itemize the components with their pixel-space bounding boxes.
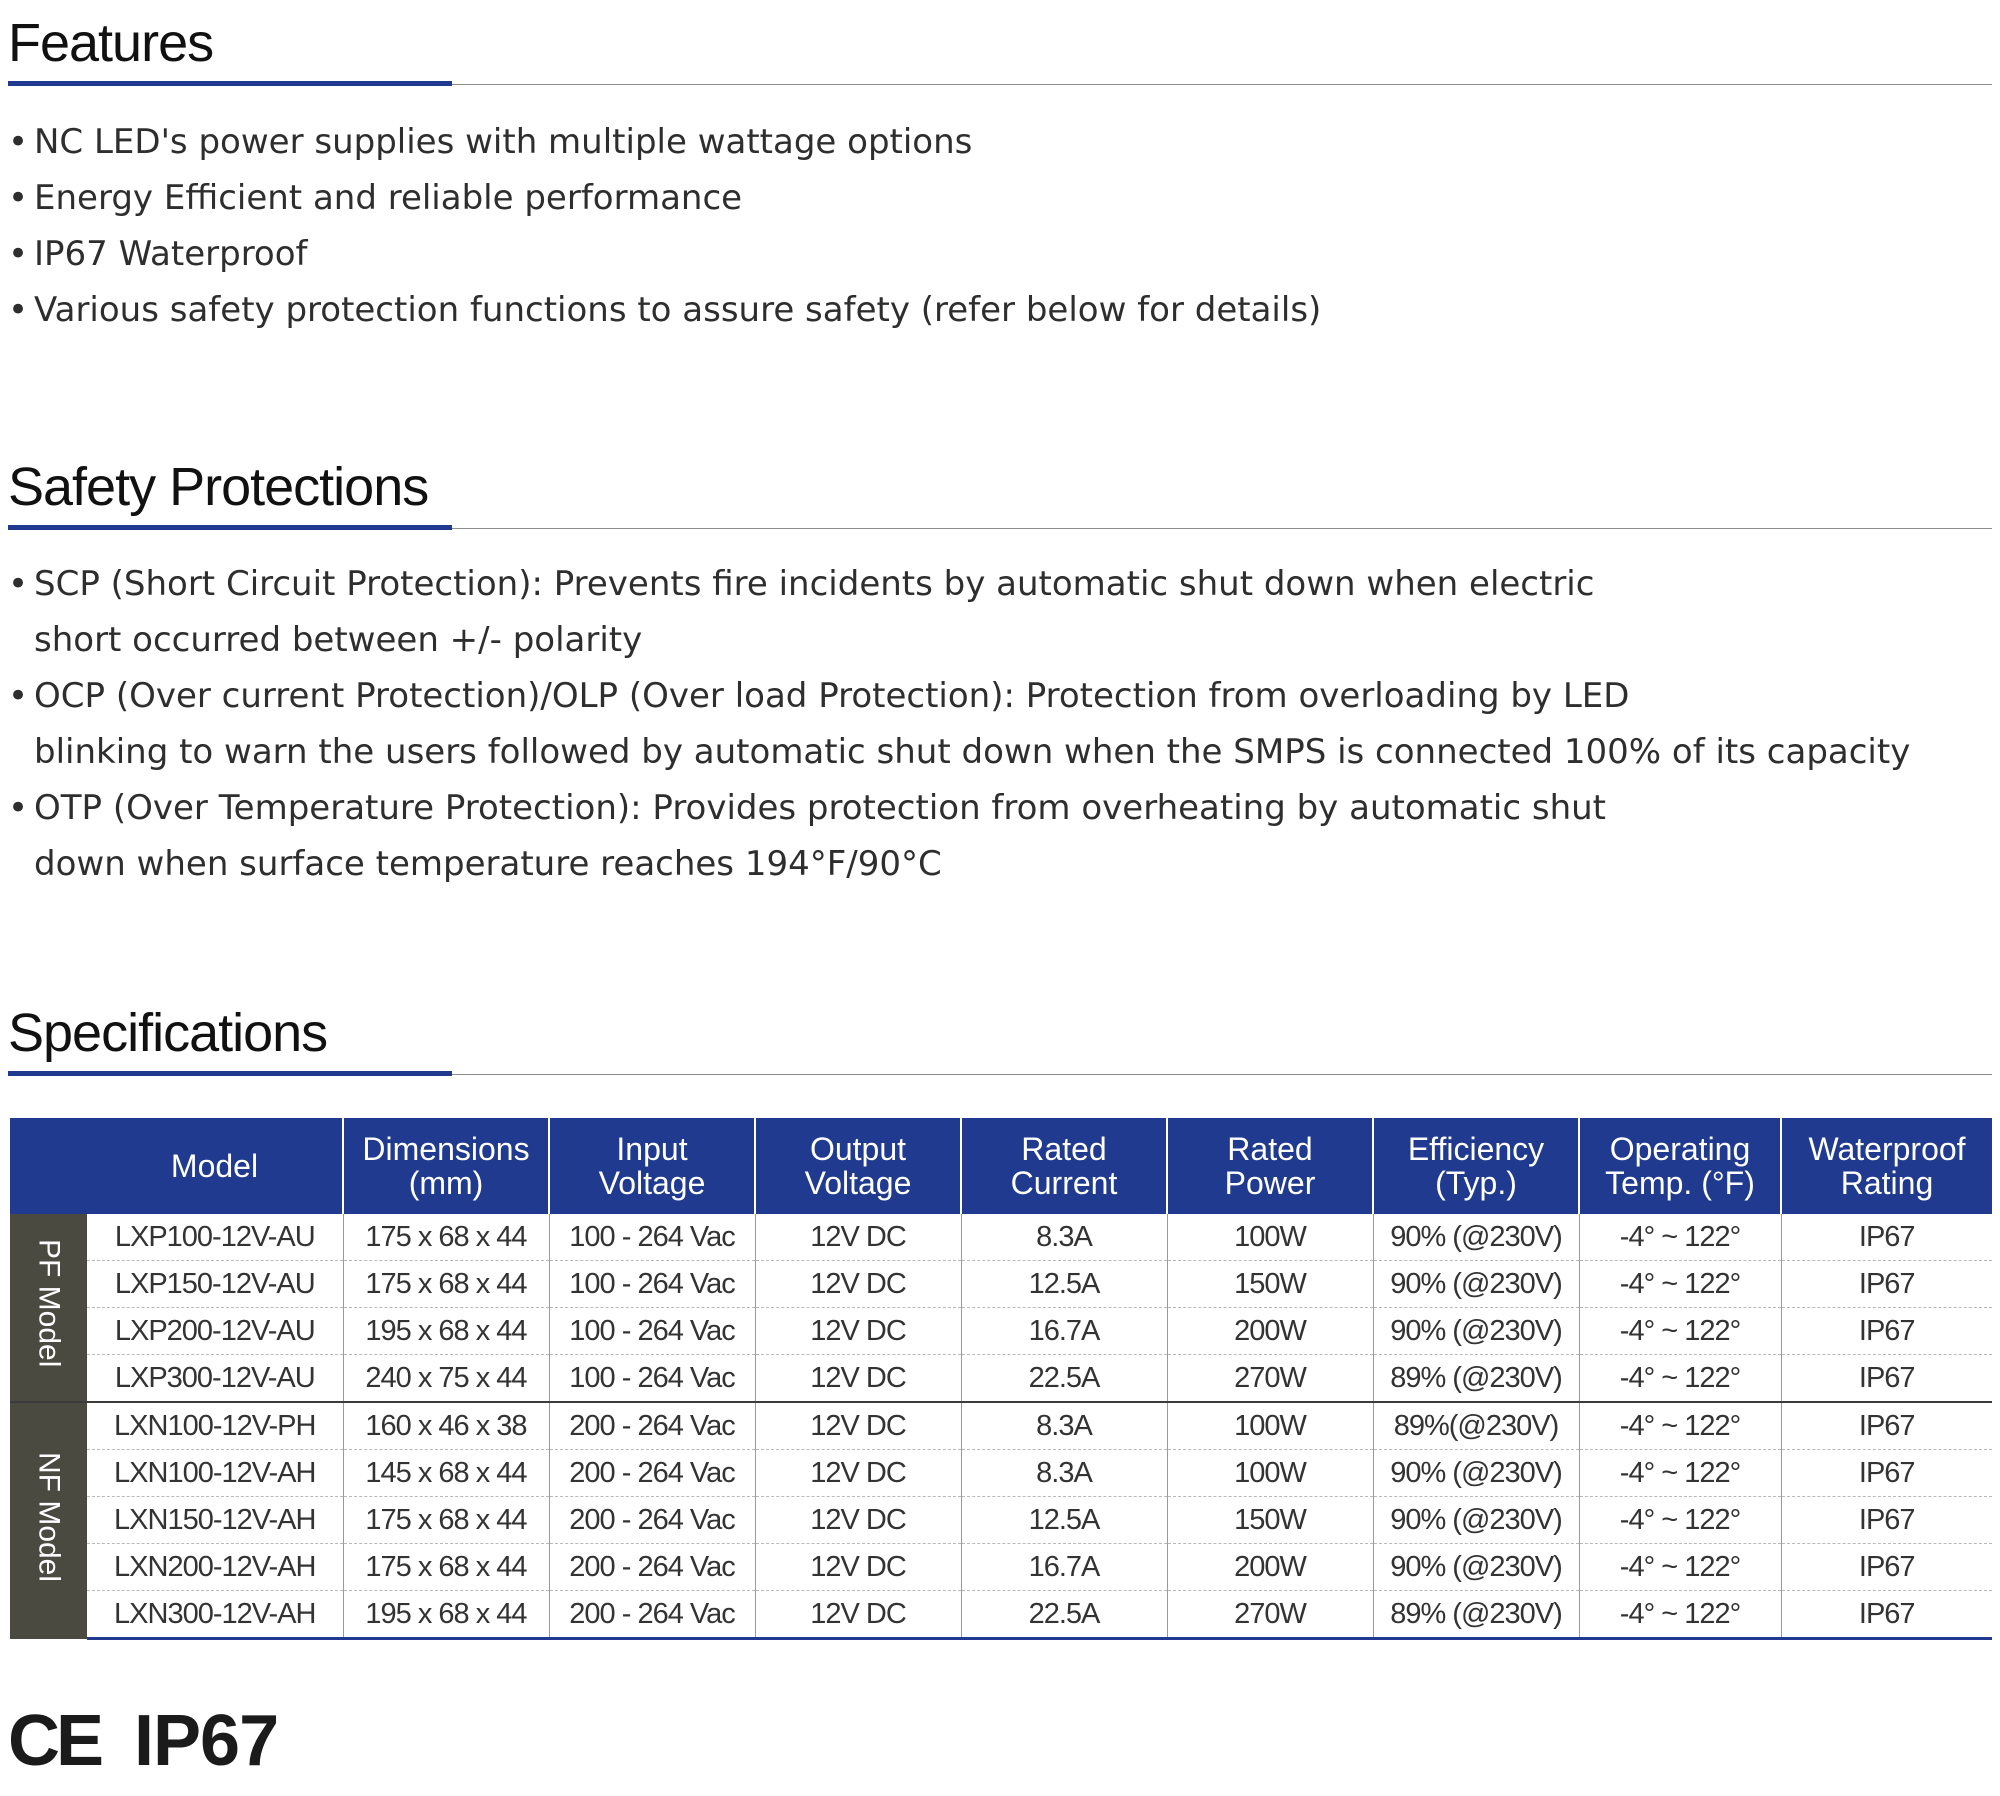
ip67-mark: IP67 [134, 1701, 279, 1781]
safety-section [0, 444, 2000, 884]
bullet-icon: • [8, 178, 29, 218]
bullet-icon: • [8, 234, 29, 274]
ce-mark-icon: CE [8, 1701, 101, 1781]
header-rated-power: Rated Power [1167, 1118, 1373, 1214]
safety-accent-rule [8, 525, 452, 530]
header-rated-current: Rated Current [961, 1118, 1167, 1214]
features-title: Features [8, 13, 214, 73]
table-row: PF Model LXP100-12V-AU 175 x 68 x 44 100 - 264 Vac 12V DC 8.3A 100W 90% (@230V) -4° ~ 122° IP67 [10, 1214, 1992, 1261]
safety-title: Safety Protections [8, 457, 429, 517]
header-efficiency: Efficiency (Typ.) [1373, 1118, 1579, 1214]
bullet-icon: • [8, 122, 29, 162]
list-item: • SCP (Short Circuit Protection): Prevents fire incidents by automatic shut down when electric short occurred between +/- polarity [8, 556, 1910, 668]
table-row: NF Model LXN100-12V-PH 160 x 46 x 38 200 - 264 Vac 12V DC 8.3A 100W 89%(@230V) -4° ~ 122° IP67 [10, 1402, 1992, 1450]
table-row: LXP300-12V-AU 240 x 75 x 44 100 - 264 Vac 12V DC 22.5A 270W 89% (@230V) -4° ~ 122° IP67 [10, 1355, 1992, 1403]
header-dimensions: Dimensions (mm) [343, 1118, 549, 1214]
list-item: • IP67 Waterproof [8, 226, 1321, 282]
specifications-table [10, 1118, 1992, 1640]
bullet-icon: • [8, 788, 29, 828]
features-section [0, 0, 2000, 330]
header-operating-temp: Operating Temp. (°F) [1579, 1118, 1781, 1214]
safety-header [0, 444, 2000, 530]
header-waterproof-rating: Waterproof Rating [1781, 1118, 1992, 1214]
certification-marks [8, 1700, 278, 1782]
features-accent-rule [8, 81, 452, 86]
features-header [0, 0, 2000, 86]
specs-title: Specifications [8, 1003, 328, 1063]
header-input-voltage: Input Voltage [549, 1118, 755, 1214]
list-item: • OCP (Over current Protection)/OLP (Over load Protection): Protection from overloading by LED blinking to warn the users followed by automatic shut down when the SMPS is connected 100% of its capacity [8, 668, 1910, 780]
specs-accent-rule [8, 1071, 452, 1076]
group-label-pf: PF Model [10, 1214, 87, 1402]
bullet-icon: • [8, 676, 29, 716]
features-list [8, 114, 1321, 338]
table-row: LXN150-12V-AH 175 x 68 x 44 200 - 264 Vac 12V DC 12.5A 150W 90% (@230V) -4° ~ 122° IP67 [10, 1497, 1992, 1544]
header-corner [10, 1118, 87, 1214]
table-row: LXN300-12V-AH 195 x 68 x 44 200 - 264 Vac 12V DC 22.5A 270W 89% (@230V) -4° ~ 122° IP67 [10, 1591, 1992, 1639]
header-model: Model [87, 1118, 343, 1214]
table-row: LXN100-12V-AH 145 x 68 x 44 200 - 264 Vac 12V DC 8.3A 100W 90% (@230V) -4° ~ 122° IP67 [10, 1450, 1992, 1497]
bullet-icon: • [8, 290, 29, 330]
table-row: LXP200-12V-AU 195 x 68 x 44 100 - 264 Vac 12V DC 16.7A 200W 90% (@230V) -4° ~ 122° IP67 [10, 1308, 1992, 1355]
group-label-nf: NF Model [10, 1402, 87, 1639]
list-item: • Various safety protection functions to assure safety (refer below for details) [8, 282, 1321, 338]
bullet-icon: • [8, 564, 29, 604]
safety-list [8, 556, 1910, 892]
table-row: LXN200-12V-AH 175 x 68 x 44 200 - 264 Vac 12V DC 16.7A 200W 90% (@230V) -4° ~ 122° IP67 [10, 1544, 1992, 1591]
table-header-row [10, 1118, 1992, 1214]
list-item: • Energy Efficient and reliable performance [8, 170, 1321, 226]
specs-header [0, 990, 2000, 1076]
header-output-voltage: Output Voltage [755, 1118, 961, 1214]
list-item: • NC LED's power supplies with multiple wattage options [8, 114, 1321, 170]
specs-section [0, 990, 2000, 1076]
table-row: LXP150-12V-AU 175 x 68 x 44 100 - 264 Vac 12V DC 12.5A 150W 90% (@230V) -4° ~ 122° IP67 [10, 1261, 1992, 1308]
list-item: • OTP (Over Temperature Protection): Provides protection from overheating by automatic shut down when surface temperature reaches 194°F/90°C [8, 780, 1910, 892]
